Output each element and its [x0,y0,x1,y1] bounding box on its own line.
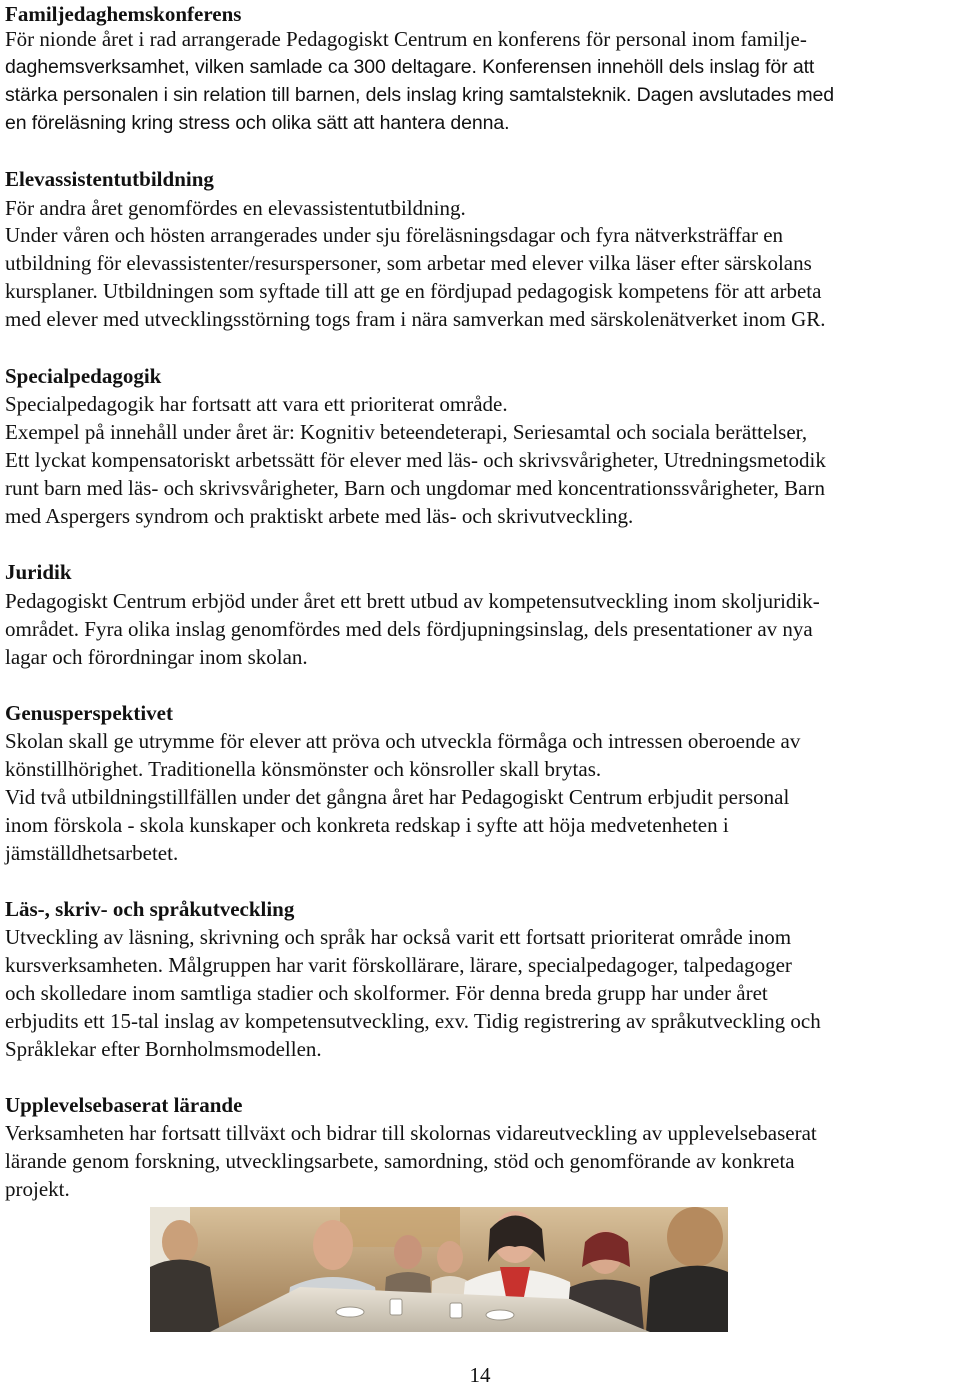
paragraph-line: utbildning för elevassistenter/resurspersoner, som arbetar med elever vilka läser efter särskolans [5,251,812,275]
paragraph-line: inom förskola - skola kunskaper och konkreta redskap i syfte att höja medvetenheten i [5,813,729,837]
conference-photo [150,1207,728,1332]
paragraph-line: kursplaner. Utbildningen som syftade till att ge en fördjupad pedagogisk kompetens för att arbeta [5,279,822,303]
paragraph-line: projekt. [5,1177,70,1201]
paragraph-line: Specialpedagogik har fortsatt att vara ett prioriterat område. [5,392,508,416]
paragraph-line: Under våren och hösten arrangerades under sju föreläsningsdagar och fyra nätverksträffar en [5,223,784,247]
paragraph-line: stärka personalen i sin relation till barnen, dels inslag kring samtalsteknik. Dagen avslutades med [5,84,835,106]
paragraph-line: Verksamheten har fortsatt tillväxt och bidrar till skolornas vidareutveckling av upplevelsebaserat [5,1121,817,1145]
paragraph-line: en föreläsning kring stress och olika sätt att hantera denna. [5,112,510,134]
paragraph-line: runt barn med läs- och skrivsvårigheter, Barn och ungdomar med koncentrationssvårigheter, Barn [5,476,825,500]
paragraph-line: med Aspergers syndrom och praktiskt arbete med läs- och skrivutveckling. [5,504,634,528]
paragraph-line: Ett lyckat kompensatoriskt arbetssätt för elever med läs- och skrivsvårigheter, Utredningsmetodik [5,448,826,472]
paragraph-line: lagar och förordningar inom skolan. [5,645,308,669]
paragraph-line: Exempel på innehåll under året är: Kognitiv beteendeterapi, Seriesamtal och sociala berättelser, [5,420,808,444]
paragraph-line: Vid två utbildningstillfällen under det gångna året har Pedagogiskt Centrum erbjudit personal [5,785,790,809]
paragraph-line: könstillhörighet. Traditionella könsmönster och könsroller skall brytas. [5,757,602,781]
section-heading: Upplevelsebaserat lärande [5,1093,243,1117]
paragraph-line: kursverksamheten. Målgruppen har varit förskollärare, lärare, specialpedagoger, talpedagoger [5,953,792,977]
section-heading: Specialpedagogik [5,364,162,388]
paragraph-line: För nionde året i rad arrangerade Pedagogiskt Centrum en konferens för personal inom familje- [5,27,807,51]
paragraph-line: jämställdhetsarbetet. [5,841,179,865]
paragraph-line: För andra året genomfördes en elevassistentutbildning. [5,196,466,220]
section-heading: Familjedaghemskonferens [5,2,242,26]
conference-photo-illustration [150,1207,728,1332]
paragraph-line: området. Fyra olika inslag genomfördes med dels fördjupningsinslag, dels presentationer av nya [5,617,813,641]
section-heading: Genusperspektivet [5,701,173,725]
paragraph-line: Pedagogiskt Centrum erbjöd under året ett brett utbud av kompetensutveckling inom skoljuridik- [5,589,820,613]
paragraph-line: med elever med utvecklingsstörning togs fram i nära samverkan med särskolenätverket inom GR. [5,307,826,331]
paragraph-line: Utveckling av läsning, skrivning och språk har också varit ett fortsatt prioriterat område inom [5,925,792,949]
page-number: 14 [469,1363,491,1387]
paragraph-line: Skolan skall ge utrymme för elever att pröva och utveckla förmåga och intressen oberoende av [5,729,801,753]
section-heading: Elevassistentutbildning [5,167,214,191]
paragraph-line: och skolledare inom samtliga stadier och skolformer. För denna breda grupp har under året [5,981,768,1005]
paragraph-line: lärande genom forskning, utvecklingsarbete, samordning, stöd och genomförande av konkreta [5,1149,795,1173]
paragraph-line: daghemsverksamhet, vilken samlade ca 300 deltagare. Konferensen innehöll dels inslag för att [5,56,815,78]
paragraph-line: Språklekar efter Bornholmsmodellen. [5,1037,322,1061]
section-heading: Läs-, skriv- och språkutveckling [5,897,295,921]
section-heading: Juridik [5,560,72,584]
paragraph-line: erbjudits ett 15-tal inslag av kompetensutveckling, exv. Tidig registrering av språkutveckling och [5,1009,821,1033]
